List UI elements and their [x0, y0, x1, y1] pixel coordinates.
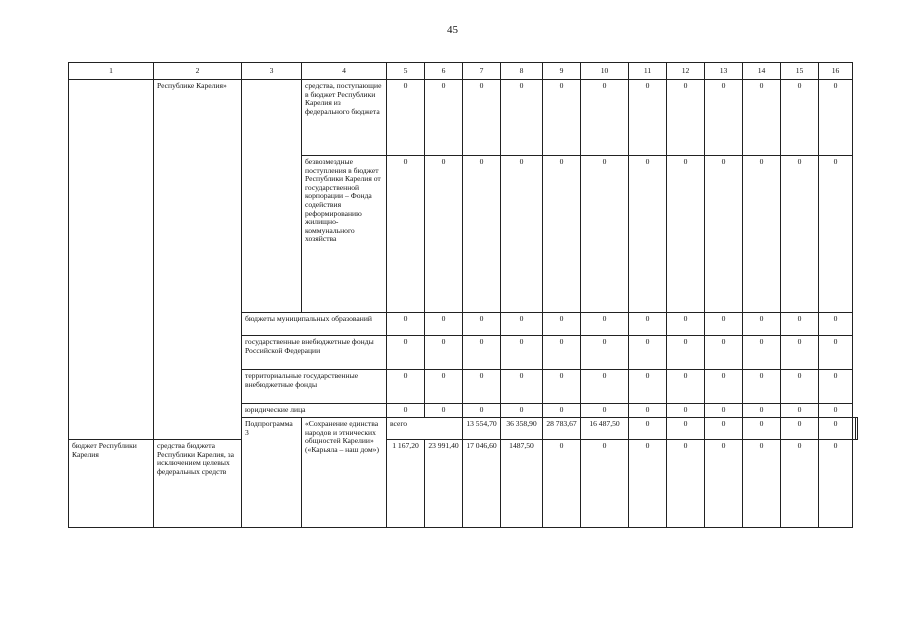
value-cell: 0: [387, 336, 425, 370]
value-cell: 0: [425, 313, 463, 336]
value-cell: 0: [819, 404, 853, 418]
value-cell: 0: [743, 404, 781, 418]
value-cell: 0: [581, 370, 629, 404]
value-cell: 0: [781, 440, 819, 528]
value-cell: 0: [667, 404, 705, 418]
col-header: 4: [302, 63, 387, 80]
source-cell: юридические лица: [242, 404, 387, 418]
value-cell: 0: [819, 336, 853, 370]
value-cell: 0: [705, 440, 743, 528]
value-cell: 16 487,50: [581, 418, 629, 440]
value-cell: 28 783,67: [543, 418, 581, 440]
value-cell: 0: [743, 418, 781, 440]
value-cell: 0: [387, 156, 425, 313]
value-cell: 0: [781, 156, 819, 313]
value-cell: 0: [705, 313, 743, 336]
value-cell: 0: [781, 313, 819, 336]
value-cell: [855, 418, 858, 440]
value-cell: 0: [581, 313, 629, 336]
value-cell: 0: [819, 440, 853, 528]
budget-table: [68, 62, 858, 528]
value-cell: 0: [543, 336, 581, 370]
col-header: 5: [387, 63, 425, 80]
value-cell: 0: [705, 156, 743, 313]
value-cell: 0: [819, 370, 853, 404]
value-cell: 1487,50: [501, 440, 543, 528]
value-cell: 0: [501, 370, 543, 404]
value-cell: 0: [543, 370, 581, 404]
col-header: 2: [154, 63, 242, 80]
value-cell: 0: [387, 313, 425, 336]
value-cell: 0: [629, 418, 667, 440]
value-cell: 0: [743, 156, 781, 313]
value-cell: 0: [501, 404, 543, 418]
value-cell: 0: [705, 418, 743, 440]
value-cell: 0: [705, 80, 743, 156]
value-cell: 1 167,20: [387, 440, 425, 528]
value-cell: 0: [667, 313, 705, 336]
program-name-cell: Республике Карелия»: [154, 80, 242, 440]
value-cell: 0: [819, 80, 853, 156]
value-cell: 0: [425, 404, 463, 418]
value-cell: 0: [501, 313, 543, 336]
value-cell: 0: [781, 418, 819, 440]
col-header: 7: [463, 63, 501, 80]
table-row: [69, 80, 858, 156]
value-cell: 0: [581, 336, 629, 370]
col-header: 1: [69, 63, 154, 80]
value-cell: 0: [705, 370, 743, 404]
value-cell: 0: [387, 80, 425, 156]
value-cell: 0: [425, 370, 463, 404]
source-cell: бюджеты муниципальных образований: [242, 313, 387, 336]
value-cell: 0: [425, 336, 463, 370]
value-cell: 0: [629, 440, 667, 528]
value-cell: 0: [667, 370, 705, 404]
budget-label-cell: бюджет Республики Карелия: [69, 440, 154, 528]
value-cell: 0: [629, 80, 667, 156]
value-cell: 0: [667, 336, 705, 370]
value-cell: 0: [463, 336, 501, 370]
col-header: 3: [242, 63, 302, 80]
value-cell: 0: [425, 80, 463, 156]
value-cell: 0: [501, 336, 543, 370]
value-cell: 0: [667, 80, 705, 156]
table-body: [69, 63, 858, 528]
value-cell: 0: [781, 80, 819, 156]
source-cell: территориальные государственные внебюджетные фонды: [242, 370, 387, 404]
total-label-cell: всего: [387, 418, 463, 440]
value-cell: 0: [543, 80, 581, 156]
value-cell: 0: [463, 404, 501, 418]
value-cell: 0: [743, 336, 781, 370]
source-cell: безвозмездные поступления в бюджет Республики Карелия от государственной корпорации – Фонда содействия реформированию жилищно-коммунального хозяйства: [302, 156, 387, 313]
table-row: [69, 440, 858, 528]
value-cell: 13 554,70: [463, 418, 501, 440]
value-cell: 36 358,90: [501, 418, 543, 440]
col-header: 11: [629, 63, 667, 80]
value-cell: 0: [463, 80, 501, 156]
value-cell: 0: [463, 156, 501, 313]
value-cell: 0: [463, 370, 501, 404]
col-header: 16: [819, 63, 853, 80]
value-cell: 0: [781, 370, 819, 404]
value-cell: 0: [629, 404, 667, 418]
empty-cell: [69, 80, 154, 440]
value-cell: 0: [387, 370, 425, 404]
value-cell: 0: [387, 404, 425, 418]
value-cell: 0: [463, 313, 501, 336]
value-cell: 0: [581, 440, 629, 528]
value-cell: 0: [743, 313, 781, 336]
value-cell: 0: [543, 156, 581, 313]
value-cell: 0: [667, 156, 705, 313]
col-header: 15: [781, 63, 819, 80]
value-cell: 0: [629, 313, 667, 336]
col-header: 10: [581, 63, 629, 80]
value-cell: 0: [501, 80, 543, 156]
value-cell: 0: [581, 80, 629, 156]
value-cell: 0: [819, 313, 853, 336]
value-cell: 0: [819, 418, 853, 440]
value-cell: 0: [543, 404, 581, 418]
header-row: [69, 63, 858, 80]
col-header: 9: [543, 63, 581, 80]
col-header: 8: [501, 63, 543, 80]
col-header: 13: [705, 63, 743, 80]
empty-cell: [242, 80, 302, 313]
value-cell: 0: [743, 370, 781, 404]
value-cell: 0: [629, 156, 667, 313]
value-cell: 17 046,60: [463, 440, 501, 528]
value-cell: 0: [581, 156, 629, 313]
value-cell: 0: [781, 404, 819, 418]
source-cell: средства, поступающие в бюджет Республики Карелия из федерального бюджета: [302, 80, 387, 156]
source-cell: средства бюджета Республики Карелия, за исключением целевых федеральных средств: [154, 440, 242, 528]
value-cell: 0: [629, 370, 667, 404]
value-cell: 0: [667, 440, 705, 528]
value-cell: 0: [581, 404, 629, 418]
value-cell: 0: [543, 313, 581, 336]
value-cell: 0: [781, 336, 819, 370]
col-header: 6: [425, 63, 463, 80]
value-cell: 0: [629, 336, 667, 370]
value-cell: 0: [425, 156, 463, 313]
source-cell: государственные внебюджетные фонды Российской Федерации: [242, 336, 387, 370]
col-header: 14: [743, 63, 781, 80]
subprogram-label-cell: Подпрограмма 3: [242, 418, 302, 528]
value-cell: 0: [705, 404, 743, 418]
col-header: 12: [667, 63, 705, 80]
value-cell: 0: [543, 440, 581, 528]
page-number: 45: [447, 24, 458, 36]
value-cell: 0: [743, 440, 781, 528]
value-cell: 0: [819, 156, 853, 313]
value-cell: 0: [667, 418, 705, 440]
subprogram-name-cell: «Сохранение единства народов и этнических общностей Карелии» («Карьяла – наш дом»): [302, 418, 387, 528]
value-cell: 23 991,40: [425, 440, 463, 528]
value-cell: 0: [501, 156, 543, 313]
value-cell: 0: [705, 336, 743, 370]
value-cell: 0: [743, 80, 781, 156]
